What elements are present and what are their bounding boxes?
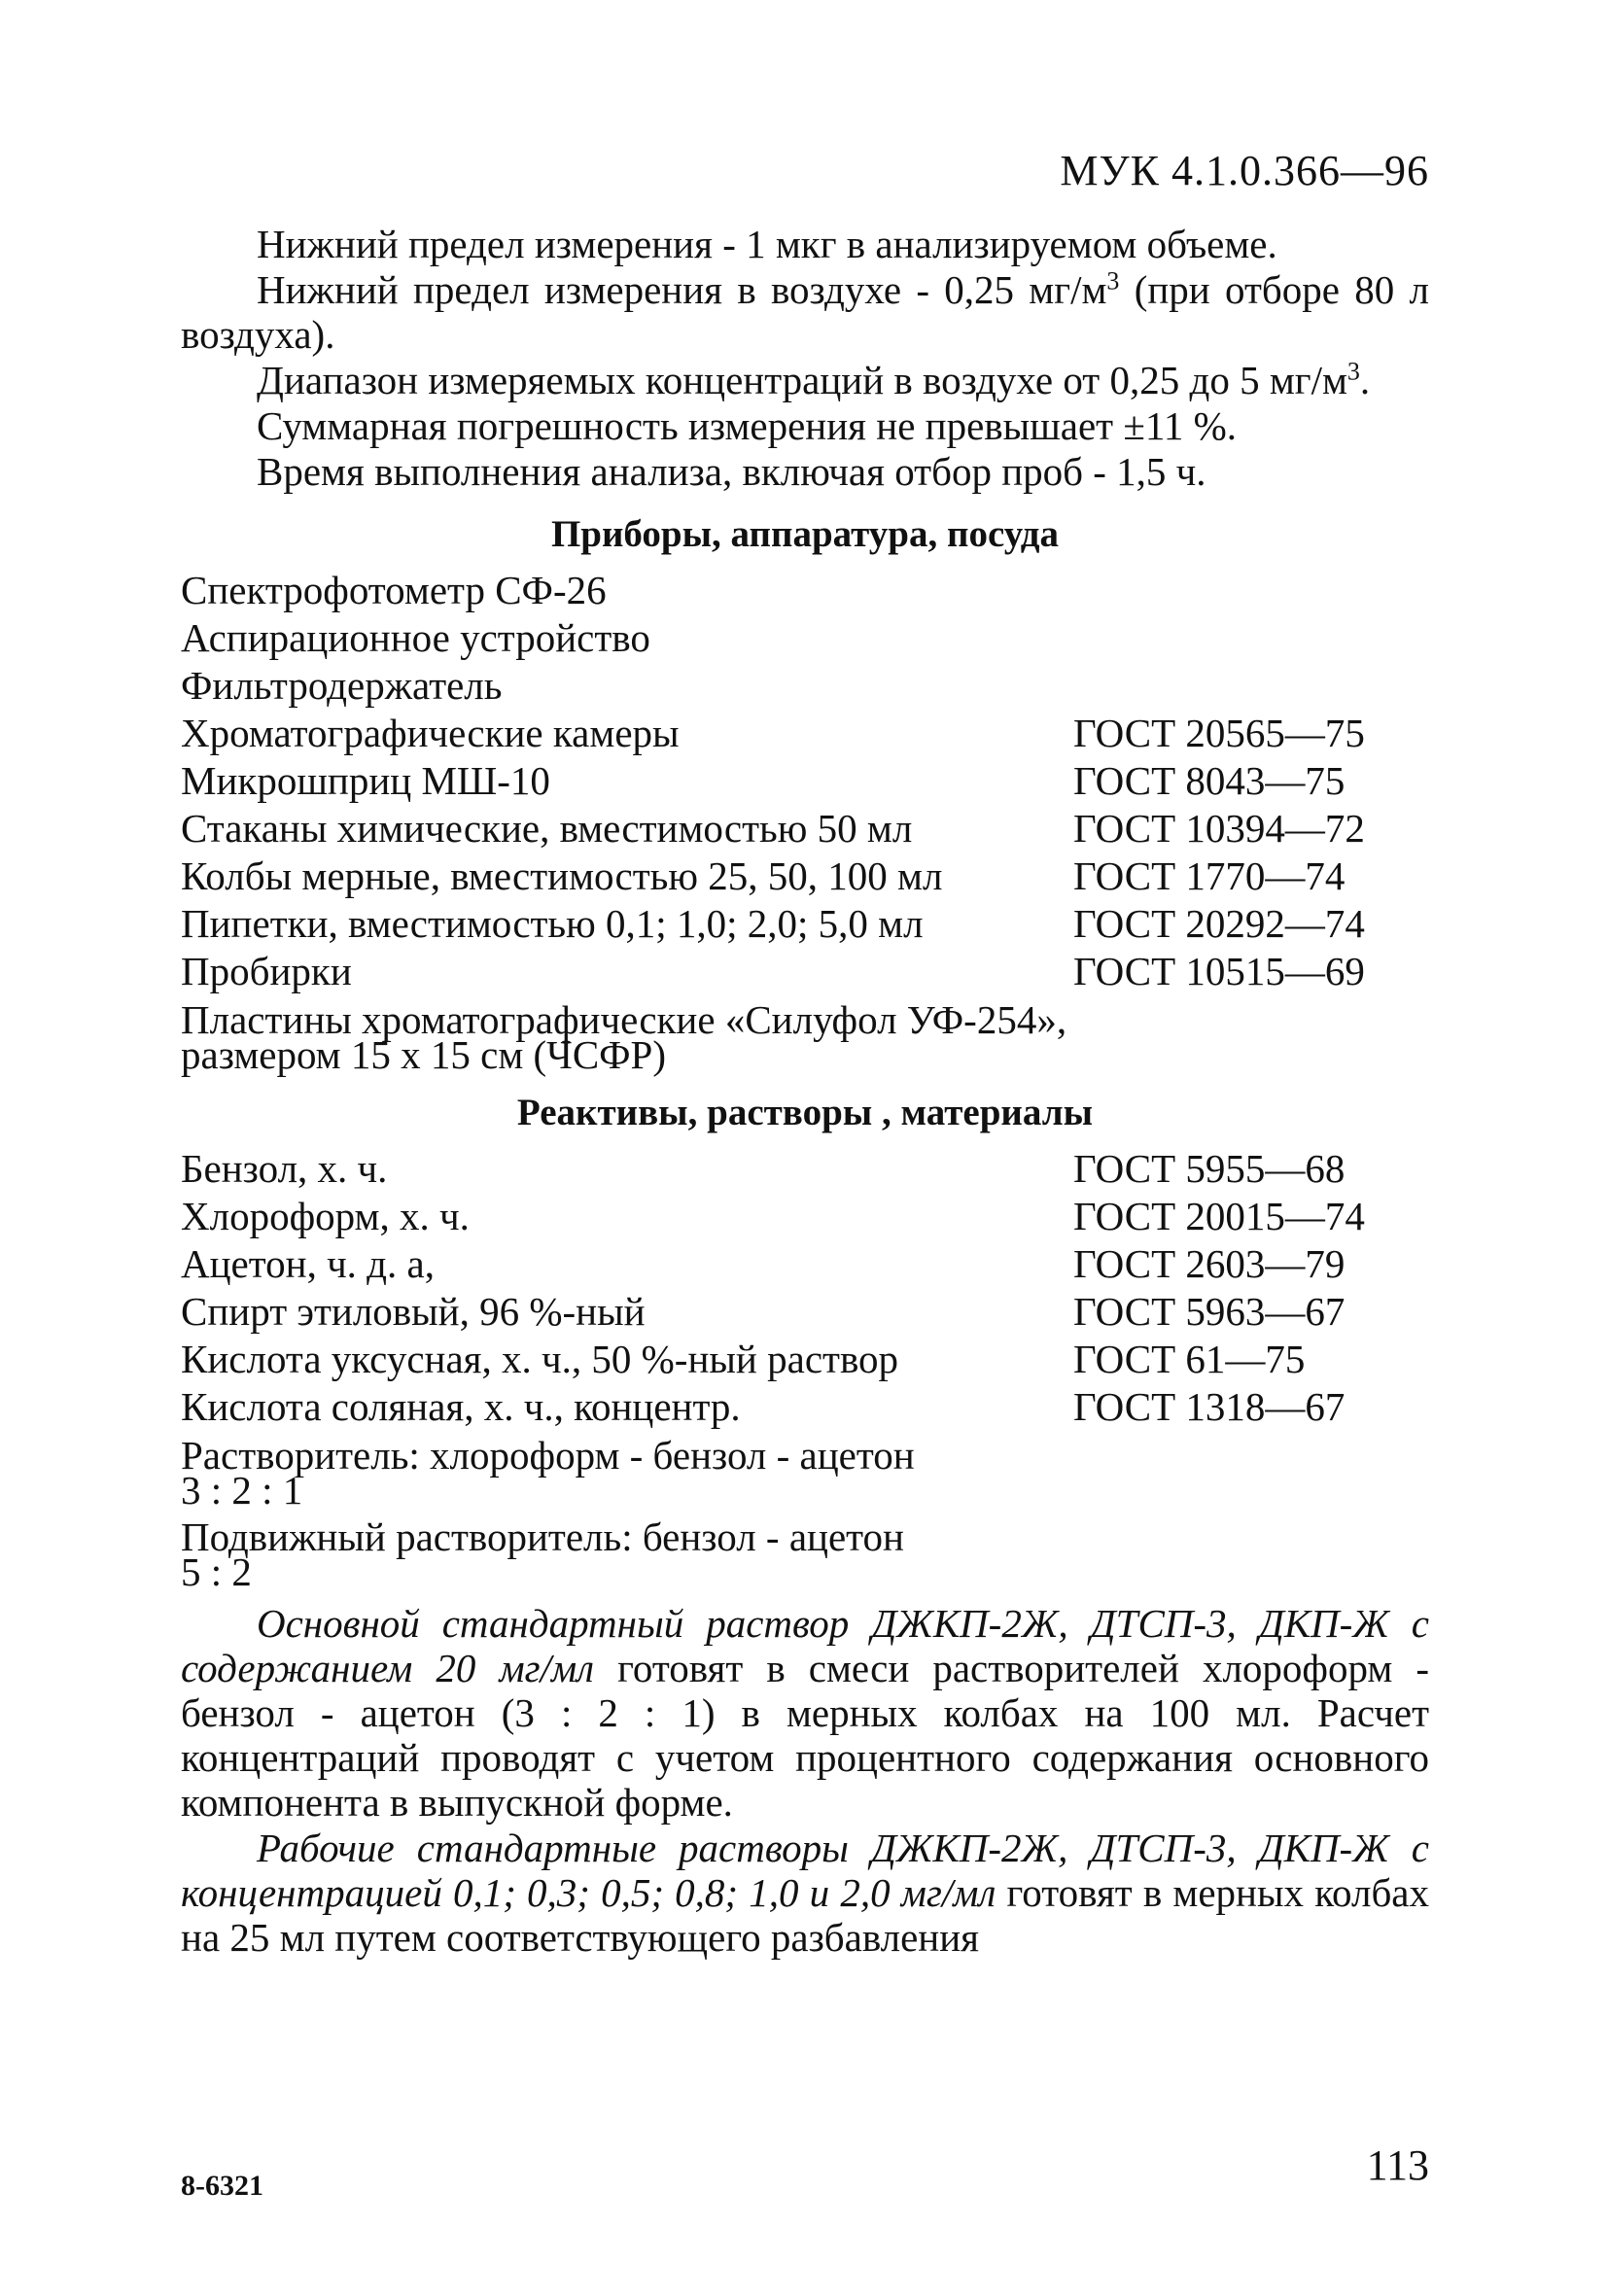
list-item: Аспирационное устройство (181, 615, 650, 660)
reagents-list (181, 1146, 1429, 1594)
stock-standard-paragraph: Основной стандартный раствор ДЖКП-2Ж, ДТСП-3, ДКП-Ж с содержанием 20 мг/мл готовят в смеси растворителей хлороформ - бензол - ацетон (3 : 2 : 1) в мерных колбах на 100 мл. Расчет концентраций проводят с учетом процентного содержания основного компонента в выпускной форме. (181, 1601, 1430, 1825)
list-item: Спектрофотометр СФ-26 (181, 568, 607, 612)
list-item: Бензол, х. ч. ГОСТ 5955—68 (181, 1146, 1346, 1191)
list-item: Колбы мерные, вместимостью 25, 50, 100 мл ГОСТ 1770—74 (181, 853, 1346, 898)
list-item: Стаканы химические, вместимостью 50 мл ГОСТ 10394—72 (181, 806, 1365, 851)
intro-paragraph-air-limit: Нижний предел измерения в воздухе - 0,25 $мг/м^3$ (при отборе 80 л воздуха). (181, 266, 1430, 357)
list-item: Кислота соляная, х. ч., концентр. ГОСТ 1318—67 (181, 1384, 1346, 1429)
list-item: Пипетки, вместимостью 0,1; 1,0; 2,0; 5,0 мл ГОСТ 20292—74 (181, 901, 1365, 946)
page-number: 113 (1366, 2141, 1429, 2189)
list-item: Пробирки ГОСТ 10515—69 (181, 949, 1365, 993)
instruments-heading: Приборы, аппаратура, посуда (550, 513, 1060, 555)
list-item-plates: Пластины хроматографические «Силуфол УФ-254», размером 15 х 15 см (ЧСФР) (181, 997, 1067, 1077)
intro-block (181, 222, 1429, 1961)
list-item: Спирт этиловый, 96 %-ный ГОСТ 5963—67 (181, 1289, 1346, 1334)
list-item: Хроматографические камеры ГОСТ 20565—75 (181, 711, 1365, 755)
print-code: 8-6321 (181, 2170, 263, 2202)
intro-paragraph-range: Диапазон измеряемых концентраций в воздухе от 0,25 до 5 $мг/м^3$. (257, 357, 1371, 402)
intro-paragraph-time: Время выполнения анализа, включая отбор проб - 1,5 ч. (257, 449, 1206, 494)
reagents-heading: Реактивы, растворы , материалы (516, 1092, 1094, 1133)
intro-paragraph-error: Суммарная погрешность измерения не превышает ±11 %. (257, 403, 1237, 448)
list-item-solvent: Растворитель: хлороформ - бензол - ацетон 3 : 2 : 1 (181, 1433, 915, 1513)
document-code: МУК 4.1.0.366—96 (1060, 147, 1429, 194)
working-standard-paragraph: Рабочие стандартные растворы ДЖКП-2Ж, ДТСП-3, ДКП-Ж с концентрацией 0,1; 0,3; 0,5; 0,8; 1,0 и 2,0 мг/мл готовят в мерных колбах на 25 мл путем соответствующего разбавления (181, 1826, 1430, 1960)
intro-paragraph-lower-limit: Нижний предел измерения - 1 мкг в анализируемом объеме. (257, 222, 1277, 266)
list-item: Микрошприц МШ-10 ГОСТ 8043—75 (181, 758, 1346, 803)
list-item-mobile-solvent: Подвижный растворитель: бензол - ацетон 5 : 2 (181, 1514, 904, 1594)
list-item: Хлороформ, х. ч. ГОСТ 20015—74 (181, 1194, 1365, 1238)
list-item: Фильтродержатель (181, 663, 503, 708)
list-item: Кислота уксусная, х. ч., 50 %-ный раствор ГОСТ 61—75 (181, 1337, 1306, 1381)
list-item: Ацетон, ч. д. а, ГОСТ 2603—79 (181, 1241, 1346, 1286)
instruments-list (181, 568, 1429, 1077)
